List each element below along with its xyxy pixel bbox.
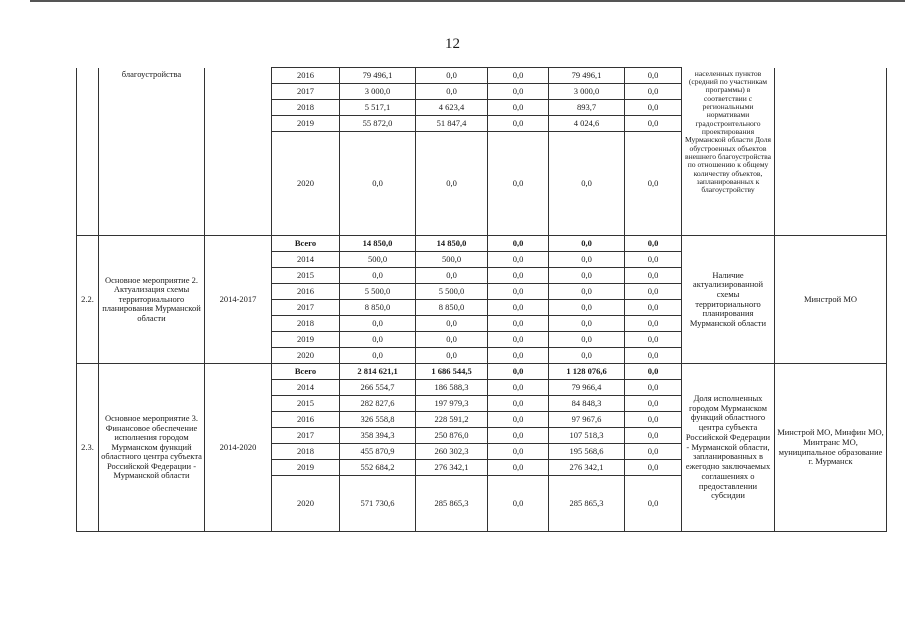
local-budget-cell: 3 000,0 (549, 84, 625, 100)
executor-cell: Минстрой МО (775, 236, 887, 364)
year-cell: 2020 (272, 476, 340, 532)
total-cell: 2 814 621,1 (340, 364, 416, 380)
year-cell: 2020 (272, 348, 340, 364)
other-sources-cell: 0,0 (625, 364, 682, 380)
regional-budget-cell: 0,0 (416, 84, 488, 100)
local-budget-cell: 79 966,4 (549, 380, 625, 396)
local-budget-cell: 0,0 (549, 268, 625, 284)
regional-budget-cell: 8 850,0 (416, 300, 488, 316)
year-cell: Всего (272, 364, 340, 380)
local-budget-cell: 0,0 (549, 132, 625, 236)
total-cell: 79 496,1 (340, 68, 416, 84)
event-name-cell: Основное мероприятие 2. Актуализация схемы территориального планирования Мурманской области (99, 236, 205, 364)
local-budget-cell: 0,0 (549, 284, 625, 300)
federal-budget-cell: 0,0 (488, 132, 549, 236)
row-number-cell: 2.2. (77, 236, 99, 364)
other-sources-cell: 0,0 (625, 348, 682, 364)
regional-budget-cell: 500,0 (416, 252, 488, 268)
year-cell: 2016 (272, 412, 340, 428)
federal-budget-cell: 0,0 (488, 84, 549, 100)
other-sources-cell: 0,0 (625, 284, 682, 300)
year-cell: 2017 (272, 300, 340, 316)
local-budget-cell: 0,0 (549, 348, 625, 364)
federal-budget-cell: 0,0 (488, 412, 549, 428)
period-cell: 2014-2017 (205, 236, 272, 364)
other-sources-cell: 0,0 (625, 116, 682, 132)
total-cell: 5 500,0 (340, 284, 416, 300)
regional-budget-cell: 186 588,3 (416, 380, 488, 396)
local-budget-cell: 97 967,6 (549, 412, 625, 428)
table-row (77, 364, 887, 380)
year-cell: 2015 (272, 268, 340, 284)
row-number-cell: 2.3. (77, 364, 99, 532)
year-cell: 2017 (272, 428, 340, 444)
period-cell (205, 68, 272, 236)
table-row (77, 236, 887, 252)
regional-budget-cell: 260 302,3 (416, 444, 488, 460)
local-budget-cell: 276 342,1 (549, 460, 625, 476)
local-budget-cell: 0,0 (549, 300, 625, 316)
regional-budget-cell: 197 979,3 (416, 396, 488, 412)
year-cell: 2014 (272, 380, 340, 396)
local-budget-cell: 0,0 (549, 332, 625, 348)
total-cell: 14 850,0 (340, 236, 416, 252)
regional-budget-cell: 0,0 (416, 268, 488, 284)
regional-budget-cell: 5 500,0 (416, 284, 488, 300)
total-cell: 326 558,8 (340, 412, 416, 428)
local-budget-cell: 1 128 076,6 (549, 364, 625, 380)
federal-budget-cell: 0,0 (488, 268, 549, 284)
other-sources-cell: 0,0 (625, 68, 682, 84)
period-cell: 2014-2020 (205, 364, 272, 532)
total-cell: 266 554,7 (340, 380, 416, 396)
regional-budget-cell: 4 623,4 (416, 100, 488, 116)
total-cell: 0,0 (340, 316, 416, 332)
federal-budget-cell: 0,0 (488, 428, 549, 444)
federal-budget-cell: 0,0 (488, 100, 549, 116)
regional-budget-cell: 0,0 (416, 132, 488, 236)
federal-budget-cell: 0,0 (488, 476, 549, 532)
year-cell: 2018 (272, 100, 340, 116)
other-sources-cell: 0,0 (625, 252, 682, 268)
federal-budget-cell: 0,0 (488, 460, 549, 476)
other-sources-cell: 0,0 (625, 132, 682, 236)
other-sources-cell: 0,0 (625, 428, 682, 444)
local-budget-cell: 0,0 (549, 236, 625, 252)
regional-budget-cell: 228 591,2 (416, 412, 488, 428)
total-cell: 0,0 (340, 132, 416, 236)
other-sources-cell: 0,0 (625, 100, 682, 116)
other-sources-cell: 0,0 (625, 236, 682, 252)
total-cell: 0,0 (340, 268, 416, 284)
local-budget-cell: 195 568,6 (549, 444, 625, 460)
indicator-cell: Наличие актуализированной схемы территориального планирования Мурманской области (682, 236, 775, 364)
event-name-cell: Основное мероприятие 3. Финансовое обеспечение исполнения городом Мурманском функций областного центра субъекта Российской Федерации - Мурманской области (99, 364, 205, 532)
other-sources-cell: 0,0 (625, 476, 682, 532)
year-cell: 2020 (272, 132, 340, 236)
total-cell: 552 684,2 (340, 460, 416, 476)
executor-cell (775, 68, 887, 236)
year-cell: 2018 (272, 316, 340, 332)
total-cell: 358 394,3 (340, 428, 416, 444)
federal-budget-cell: 0,0 (488, 300, 549, 316)
regional-budget-cell: 285 865,3 (416, 476, 488, 532)
federal-budget-cell: 0,0 (488, 284, 549, 300)
federal-budget-cell: 0,0 (488, 348, 549, 364)
year-cell: Всего (272, 236, 340, 252)
regional-budget-cell: 0,0 (416, 316, 488, 332)
federal-budget-cell: 0,0 (488, 116, 549, 132)
total-cell: 3 000,0 (340, 84, 416, 100)
federal-budget-cell: 0,0 (488, 364, 549, 380)
federal-budget-cell: 0,0 (488, 444, 549, 460)
year-cell: 2016 (272, 284, 340, 300)
year-cell: 2019 (272, 116, 340, 132)
year-cell: 2015 (272, 396, 340, 412)
federal-budget-cell: 0,0 (488, 396, 549, 412)
other-sources-cell: 0,0 (625, 412, 682, 428)
event-name-cell: благоустройства (99, 68, 205, 236)
other-sources-cell: 0,0 (625, 332, 682, 348)
table-body (77, 68, 887, 532)
row-number-cell (77, 68, 99, 236)
local-budget-cell: 4 024,6 (549, 116, 625, 132)
regional-budget-cell: 276 342,1 (416, 460, 488, 476)
total-cell: 500,0 (340, 252, 416, 268)
other-sources-cell: 0,0 (625, 460, 682, 476)
indicator-cell: Доля исполненных городом Мурманском функций областного центра субъекта Российской Федерации - Мурманской области, запланированных в ежегодно заключаемых соглашениях о предоставлении субсидии (682, 364, 775, 532)
program-table (76, 67, 887, 532)
regional-budget-cell: 0,0 (416, 68, 488, 84)
federal-budget-cell: 0,0 (488, 316, 549, 332)
regional-budget-cell: 0,0 (416, 348, 488, 364)
federal-budget-cell: 0,0 (488, 68, 549, 84)
year-cell: 2017 (272, 84, 340, 100)
federal-budget-cell: 0,0 (488, 252, 549, 268)
total-cell: 5 517,1 (340, 100, 416, 116)
total-cell: 455 870,9 (340, 444, 416, 460)
local-budget-cell: 893,7 (549, 100, 625, 116)
total-cell: 0,0 (340, 332, 416, 348)
local-budget-cell: 285 865,3 (549, 476, 625, 532)
other-sources-cell: 0,0 (625, 380, 682, 396)
year-cell: 2014 (272, 252, 340, 268)
other-sources-cell: 0,0 (625, 444, 682, 460)
local-budget-cell: 84 848,3 (549, 396, 625, 412)
federal-budget-cell: 0,0 (488, 236, 549, 252)
regional-budget-cell: 14 850,0 (416, 236, 488, 252)
year-cell: 2016 (272, 68, 340, 84)
federal-budget-cell: 0,0 (488, 380, 549, 396)
total-cell: 282 827,6 (340, 396, 416, 412)
regional-budget-cell: 250 876,0 (416, 428, 488, 444)
total-cell: 571 730,6 (340, 476, 416, 532)
regional-budget-cell: 51 847,4 (416, 116, 488, 132)
other-sources-cell: 0,0 (625, 300, 682, 316)
total-cell: 0,0 (340, 348, 416, 364)
regional-budget-cell: 1 686 544,5 (416, 364, 488, 380)
local-budget-cell: 0,0 (549, 252, 625, 268)
local-budget-cell: 107 518,3 (549, 428, 625, 444)
other-sources-cell: 0,0 (625, 268, 682, 284)
year-cell: 2019 (272, 332, 340, 348)
other-sources-cell: 0,0 (625, 84, 682, 100)
page-number: 12 (445, 36, 460, 52)
year-cell: 2019 (272, 460, 340, 476)
year-cell: 2018 (272, 444, 340, 460)
total-cell: 8 850,0 (340, 300, 416, 316)
table-row (77, 68, 887, 84)
total-cell: 55 872,0 (340, 116, 416, 132)
regional-budget-cell: 0,0 (416, 332, 488, 348)
indicator-cell: населенных пунктов (средний по участникам программы) в соответствии с региональными нормативами градостроительного проектирования Мурманской области Доля обустроенных объектов внешнего благоустройства по отношению к общему количеству объектов, запланированных к благоустройству (682, 68, 775, 236)
federal-budget-cell: 0,0 (488, 332, 549, 348)
local-budget-cell: 0,0 (549, 316, 625, 332)
other-sources-cell: 0,0 (625, 316, 682, 332)
top-rule (30, 0, 905, 2)
local-budget-cell: 79 496,1 (549, 68, 625, 84)
executor-cell: Минстрой МО, Минфин МО, Минтранс МО, муниципальное образование г. Мурманск (775, 364, 887, 532)
other-sources-cell: 0,0 (625, 396, 682, 412)
